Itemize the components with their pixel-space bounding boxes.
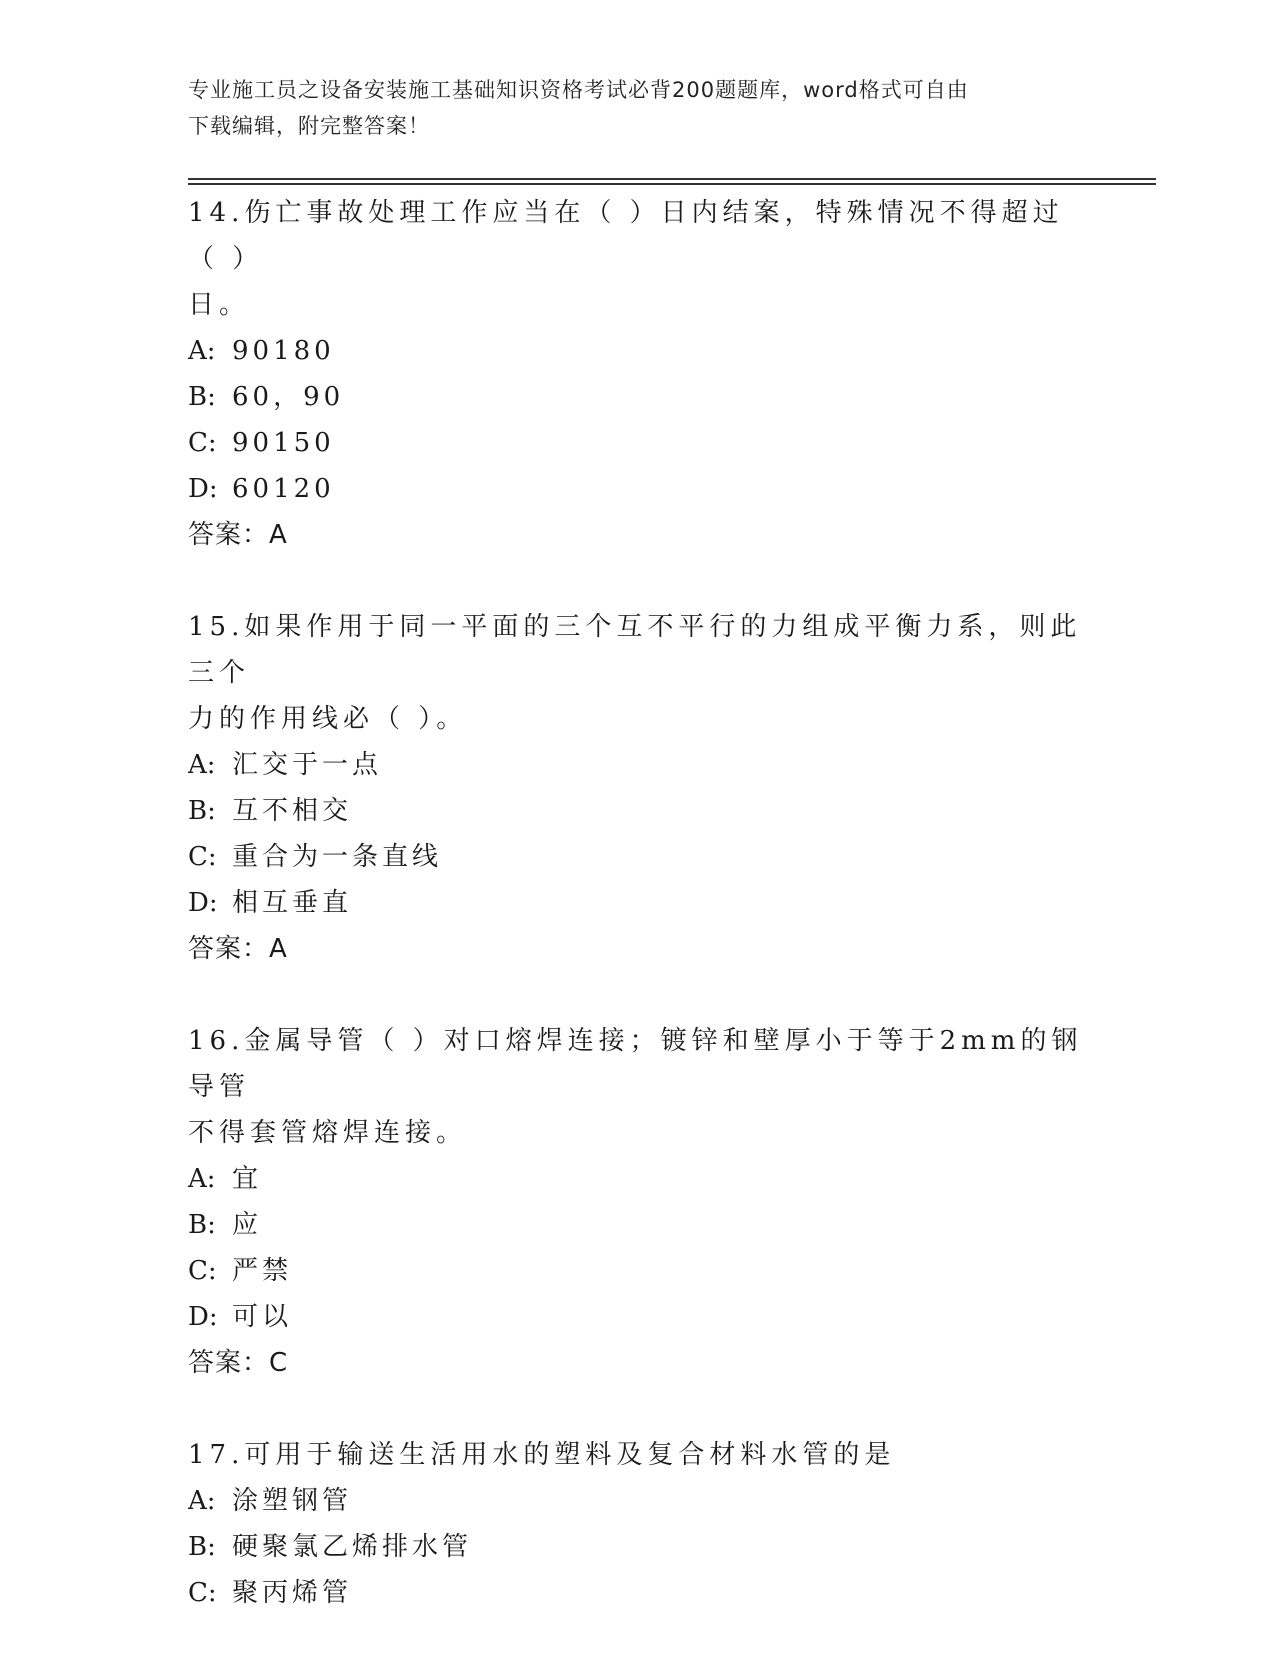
question-stem bbox=[188, 190, 1088, 328]
question-stem-line-1: 17.可用于输送生活用水的塑料及复合材料水管的是 bbox=[188, 1440, 896, 1470]
question-stem-line-2: 力的作用线必（ ）。 bbox=[188, 704, 468, 734]
option-a bbox=[188, 1156, 1088, 1202]
question-stem-line-1: 14.伤亡事故处理工作应当在（ ）日内结案，特殊情况不得超过（ ） bbox=[188, 198, 1064, 274]
question-stem bbox=[188, 604, 1088, 742]
option-a bbox=[188, 328, 1088, 374]
option-label: C: bbox=[188, 1256, 217, 1286]
question-stem-line-1: 16.金属导管（ ）对口熔焊连接；镀锌和壁厚小于等于2mm的钢导管 bbox=[188, 1026, 1083, 1102]
option-label: C: bbox=[188, 842, 217, 872]
header-divider-top bbox=[188, 178, 1156, 180]
option-c bbox=[188, 1248, 1088, 1294]
option-text: 汇交于一点 bbox=[232, 750, 383, 780]
option-text: 硬聚氯乙烯排水管 bbox=[232, 1532, 473, 1562]
option-d bbox=[188, 880, 1088, 926]
option-label: B: bbox=[188, 1210, 216, 1240]
option-label: A: bbox=[188, 750, 216, 780]
option-text: 互不相交 bbox=[232, 796, 353, 826]
option-label: A: bbox=[188, 1486, 216, 1516]
option-c bbox=[188, 834, 1088, 880]
option-label: B: bbox=[188, 382, 216, 412]
question-17 bbox=[188, 1432, 1088, 1616]
option-c bbox=[188, 1570, 1088, 1616]
option-label: D: bbox=[188, 1302, 218, 1332]
option-b bbox=[188, 1202, 1088, 1248]
option-label: D: bbox=[188, 888, 218, 918]
question-stem bbox=[188, 1432, 1088, 1478]
option-text: 重合为一条直线 bbox=[232, 842, 443, 872]
option-d bbox=[188, 466, 1088, 512]
question-15 bbox=[188, 604, 1088, 972]
question-stem bbox=[188, 1018, 1088, 1156]
answer: 答案：A bbox=[188, 520, 288, 550]
option-text: 可以 bbox=[232, 1302, 293, 1332]
document-header bbox=[188, 72, 1068, 144]
option-text: 90150 bbox=[232, 428, 335, 458]
option-label: B: bbox=[188, 796, 216, 826]
question-16 bbox=[188, 1018, 1088, 1386]
header-line-1: 专业施工员之设备安装施工基础知识资格考试必背200题题库，word格式可自由 bbox=[188, 78, 969, 102]
question-14 bbox=[188, 190, 1088, 558]
option-text: 聚丙烯管 bbox=[232, 1578, 353, 1608]
option-a bbox=[188, 1478, 1088, 1524]
option-text: 60120 bbox=[232, 474, 335, 504]
option-label: A: bbox=[188, 336, 216, 366]
option-label: C: bbox=[188, 428, 217, 458]
option-label: C: bbox=[188, 1578, 217, 1608]
option-text: 严禁 bbox=[232, 1256, 293, 1286]
option-text: 90180 bbox=[232, 336, 335, 366]
option-b bbox=[188, 788, 1088, 834]
question-stem-line-2: 不得套管熔焊连接。 bbox=[188, 1118, 468, 1148]
answer: 答案：C bbox=[188, 1348, 289, 1378]
question-stem-line-2: 日。 bbox=[188, 290, 251, 320]
option-a bbox=[188, 742, 1088, 788]
header-line-2: 下载编辑，附完整答案！ bbox=[188, 114, 430, 138]
option-text: 60，90 bbox=[232, 382, 345, 412]
option-text: 涂塑钢管 bbox=[232, 1486, 353, 1516]
option-d bbox=[188, 1294, 1088, 1340]
option-text: 应 bbox=[232, 1210, 263, 1240]
option-b bbox=[188, 374, 1088, 420]
option-c bbox=[188, 420, 1088, 466]
option-label: B: bbox=[188, 1532, 216, 1562]
option-text: 相互垂直 bbox=[232, 888, 353, 918]
question-stem-line-1: 15.如果作用于同一平面的三个互不平行的力组成平衡力系，则此三个 bbox=[188, 612, 1082, 688]
option-label: A: bbox=[188, 1164, 216, 1194]
option-text: 宜 bbox=[232, 1164, 263, 1194]
option-label: D: bbox=[188, 474, 218, 504]
answer: 答案：A bbox=[188, 934, 288, 964]
question-list bbox=[188, 190, 1088, 1662]
header-divider-bottom bbox=[188, 183, 1156, 185]
option-b bbox=[188, 1524, 1088, 1570]
